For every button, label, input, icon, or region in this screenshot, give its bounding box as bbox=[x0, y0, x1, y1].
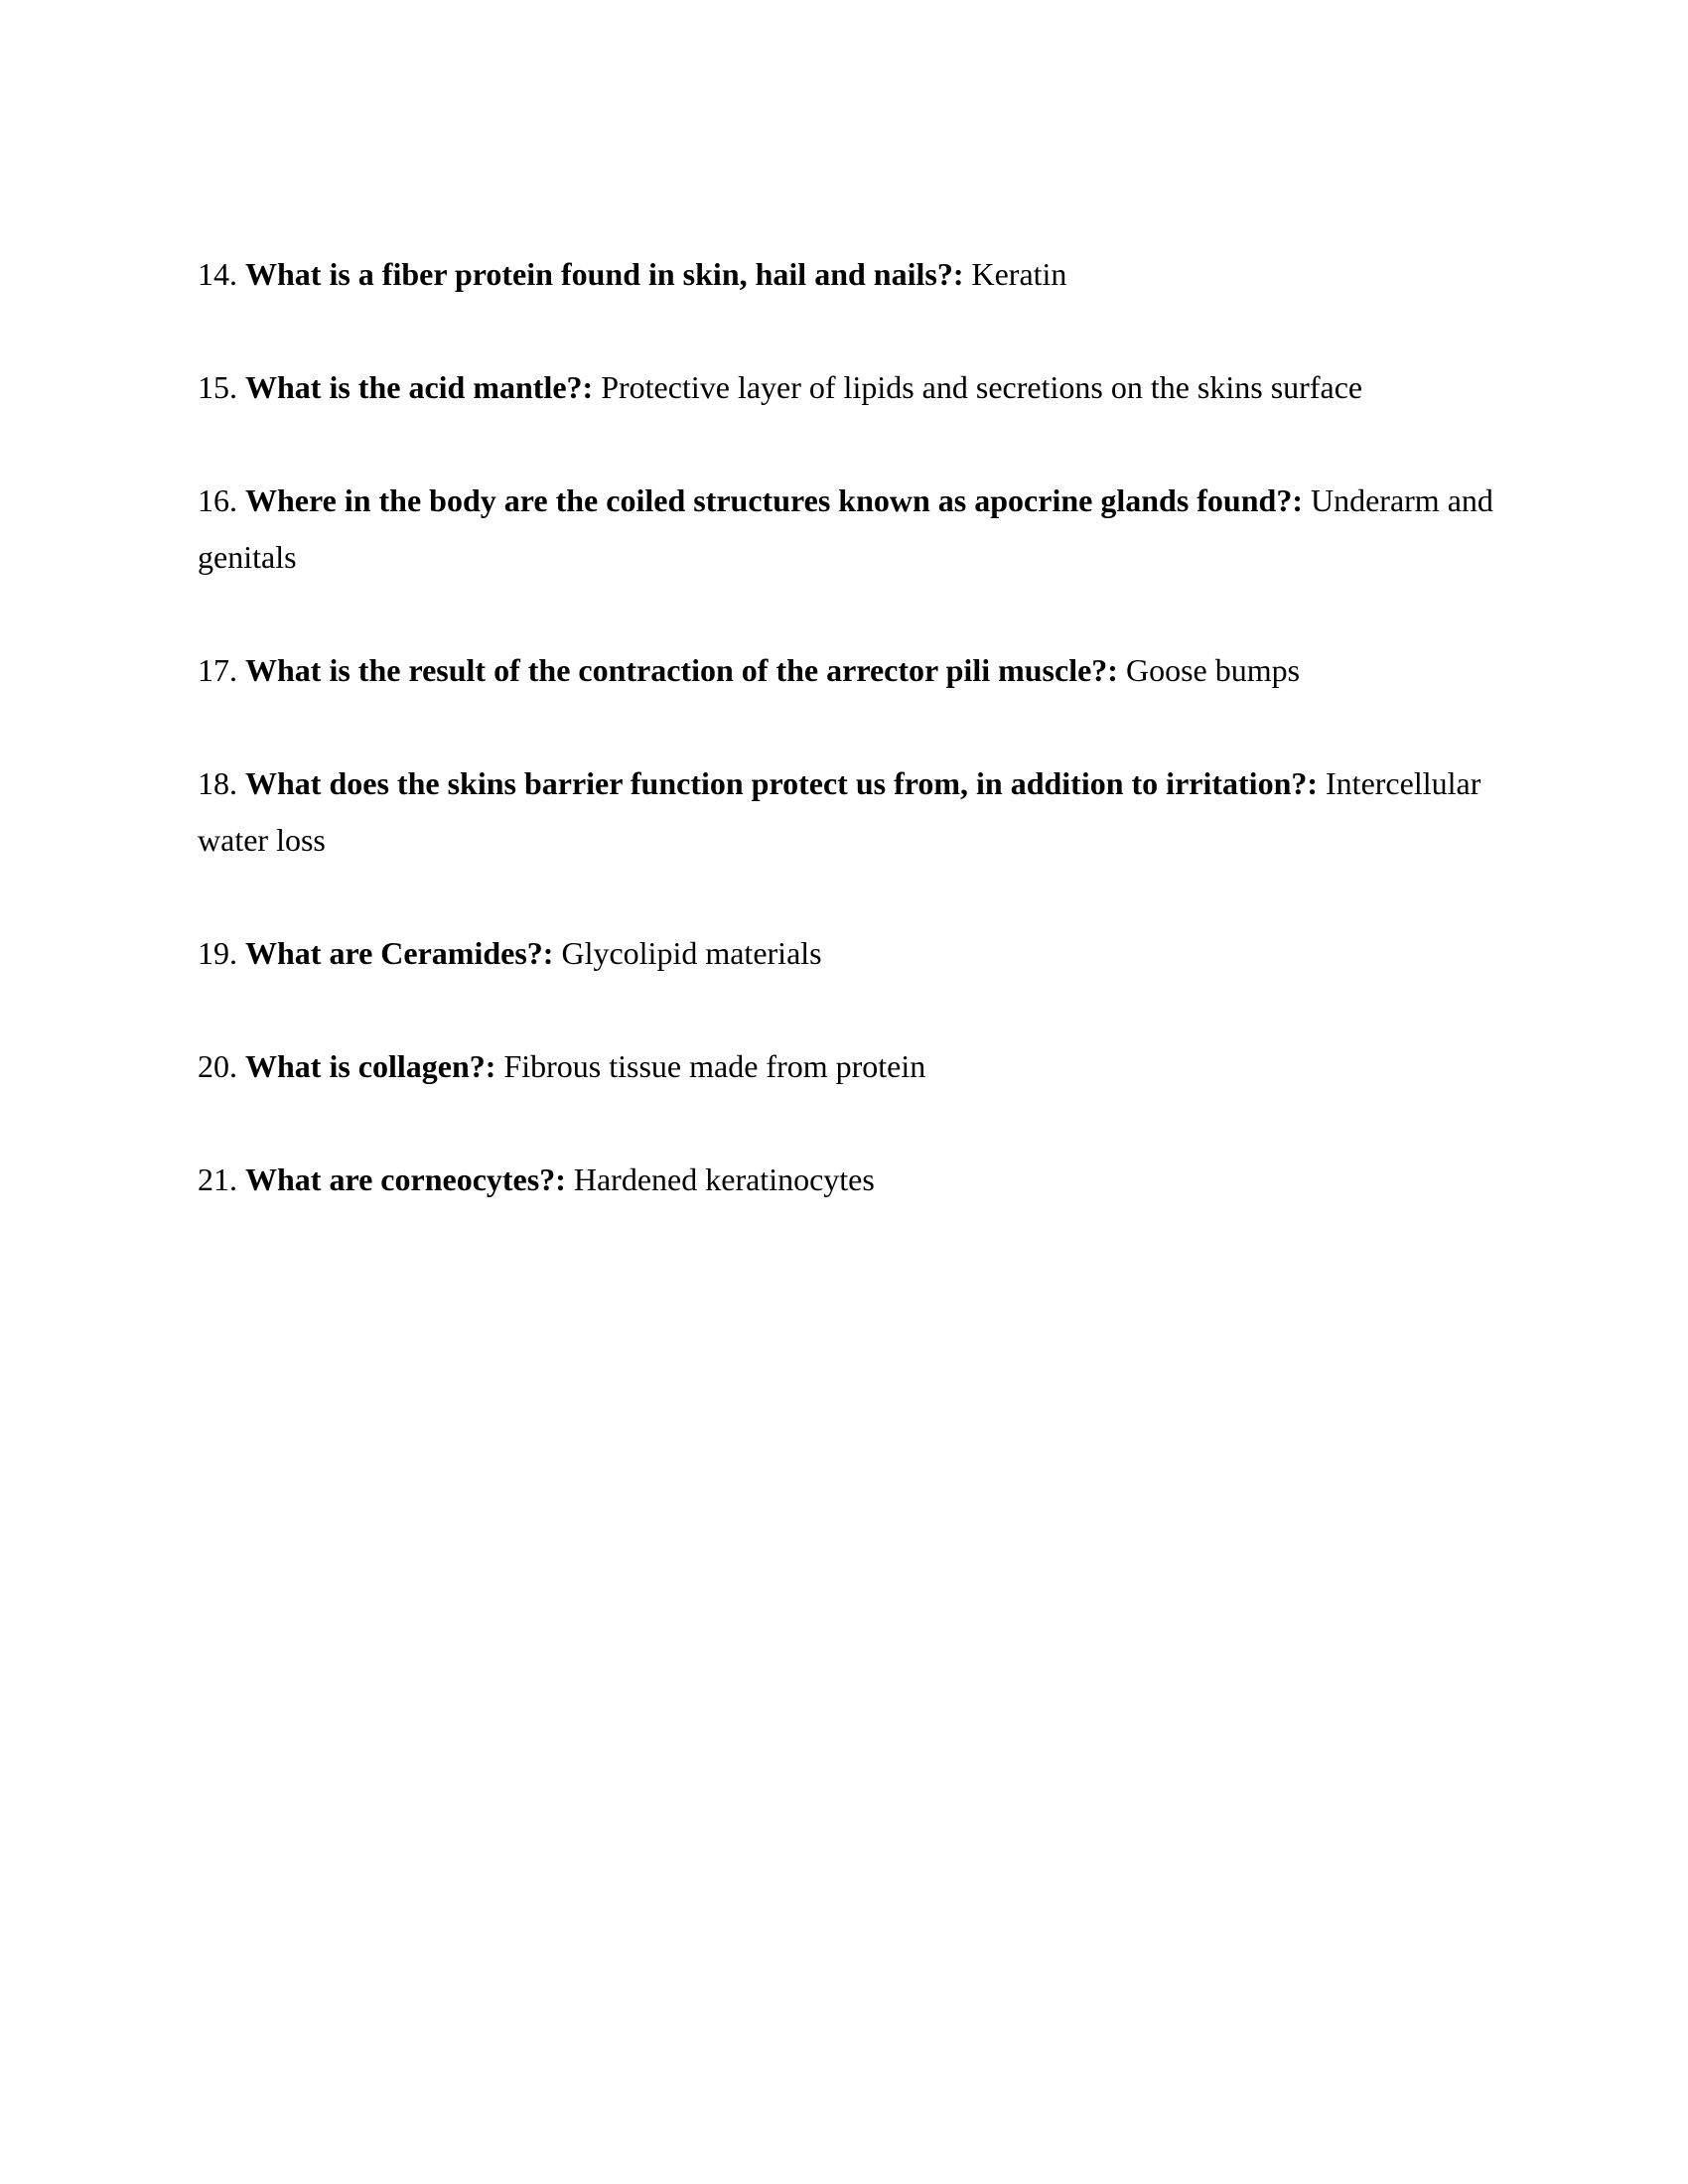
qa-question: Where in the body are the coiled structures known as apocrine glands found?: bbox=[245, 482, 1303, 518]
qa-list bbox=[198, 246, 1498, 1265]
qa-number: 18. bbox=[198, 765, 237, 801]
qa-item-21 bbox=[198, 1152, 1498, 1208]
qa-item-16 bbox=[198, 473, 1498, 586]
qa-item-14 bbox=[198, 246, 1498, 303]
qa-item-19 bbox=[198, 925, 1498, 982]
qa-item-20 bbox=[198, 1038, 1498, 1095]
qa-question: What are Ceramides?: bbox=[245, 935, 554, 971]
qa-answer: Hardened keratinocytes bbox=[573, 1161, 875, 1197]
qa-question: What are corneocytes?: bbox=[245, 1161, 566, 1197]
qa-number: 20. bbox=[198, 1048, 237, 1084]
qa-number: 19. bbox=[198, 935, 237, 971]
qa-answer: Protective layer of lipids and secretions on the skins surface bbox=[601, 369, 1363, 405]
qa-answer: Glycolipid materials bbox=[561, 935, 822, 971]
qa-number: 16. bbox=[198, 482, 237, 518]
qa-answer: Underarm and genitals bbox=[198, 482, 1493, 575]
qa-item-17 bbox=[198, 642, 1498, 699]
qa-answer: Intercellular water loss bbox=[198, 765, 1481, 858]
qa-number: 15. bbox=[198, 369, 237, 405]
qa-question: What is collagen?: bbox=[245, 1048, 496, 1084]
qa-item-18 bbox=[198, 755, 1498, 869]
qa-answer: Goose bumps bbox=[1125, 652, 1301, 688]
qa-answer: Fibrous tissue made from protein bbox=[503, 1048, 926, 1084]
qa-number: 14. bbox=[198, 256, 237, 292]
qa-number: 17. bbox=[198, 652, 237, 688]
qa-question: What is a fiber protein found in skin, hail and nails?: bbox=[245, 256, 964, 292]
qa-question: What does the skins barrier function protect us from, in addition to irritation?: bbox=[245, 765, 1319, 801]
qa-question: What is the result of the contraction of the arrector pili muscle?: bbox=[245, 652, 1118, 688]
qa-answer: Keratin bbox=[971, 256, 1067, 292]
qa-number: 21. bbox=[198, 1161, 237, 1197]
qa-question: What is the acid mantle?: bbox=[245, 369, 594, 405]
qa-item-15 bbox=[198, 359, 1498, 416]
